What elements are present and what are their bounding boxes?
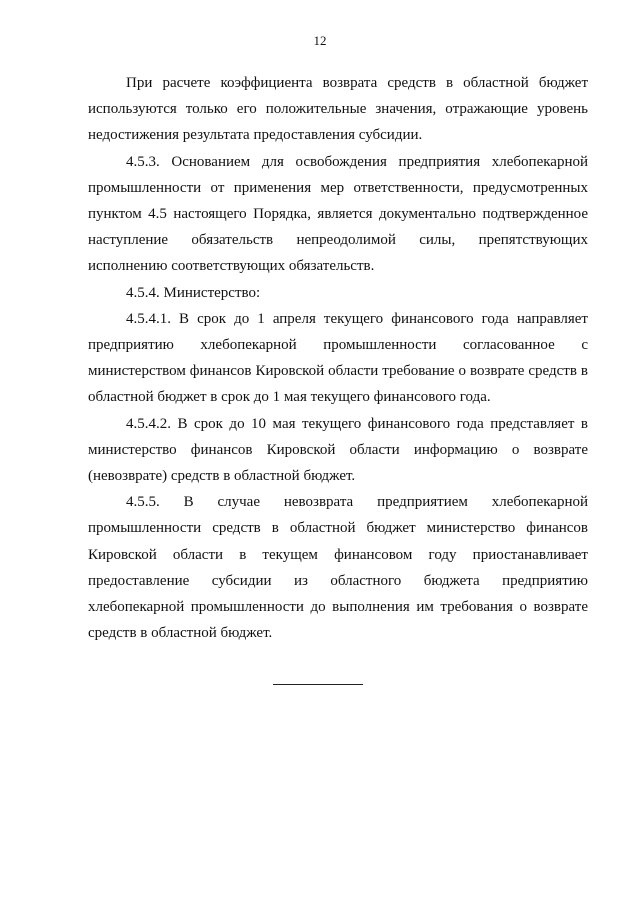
paragraph-4-5-4-1 xyxy=(88,306,588,411)
text-line: 4.5.4.1. В срок до 1 апреля текущего финансового года направляет xyxy=(126,310,588,327)
text-line: промышленности от применения мер ответственности, предусмотренных xyxy=(88,179,588,196)
text-line: промышленности средств в областной бюджет министерство финансов xyxy=(88,520,588,537)
text-line: недостижения результата предоставления субсидии. xyxy=(88,127,423,144)
text-line: областной бюджет в срок до 1 мая текущего финансового года. xyxy=(88,389,491,406)
text-line: хлебопекарной промышленности до выполнения им требования о возврате xyxy=(88,599,588,616)
paragraph-4-5-4 xyxy=(88,280,588,306)
text-line: Кировской области в текущем финансовом году приостанавливает xyxy=(88,546,588,563)
text-line: При расчете коэффициента возврата средств в областной бюджет xyxy=(126,75,588,91)
document-body xyxy=(88,70,588,646)
paragraph-4-5-5 xyxy=(88,489,588,646)
text-line: пунктом 4.5 настоящего Порядка, является документально подтвержденное xyxy=(88,206,588,223)
text-line: исполнению соответствующих обязательств. xyxy=(88,258,375,275)
text-line: средств в областной бюджет. xyxy=(88,625,273,642)
text-line: 4.5.5. В случае невозврата предприятием хлебопекарной xyxy=(126,494,588,511)
text-line: 4.5.3. Основанием для освобождения предприятия хлебопекарной xyxy=(126,153,588,170)
text-line: министерство финансов Кировской области информацию о возврате xyxy=(88,441,588,458)
text-line: предоставление субсидии из областного бюджета предприятию xyxy=(88,572,588,589)
text-line: наступление обязательств непреодолимой силы, препятствующих xyxy=(88,232,588,249)
text-line: предприятию хлебопекарной промышленности согласованное с xyxy=(88,337,588,354)
end-separator-line xyxy=(273,684,363,685)
paragraph-4-5-4-2 xyxy=(88,411,588,490)
text-line: министерством финансов Кировской области требование о возврате средств в xyxy=(88,363,588,380)
paragraph-4-5-3 xyxy=(88,149,588,280)
text-line: 4.5.4. Министерство: xyxy=(126,284,261,301)
text-line: 4.5.4.2. В срок до 10 мая текущего финансового года представляет в xyxy=(126,415,588,432)
page-number: 12 xyxy=(313,33,327,48)
paragraph-coefficient-note xyxy=(88,70,588,149)
text-line: (невозврате) средств в областной бюджет. xyxy=(88,468,356,485)
text-line: используются только его положительные значения, отражающие уровень xyxy=(88,101,588,118)
